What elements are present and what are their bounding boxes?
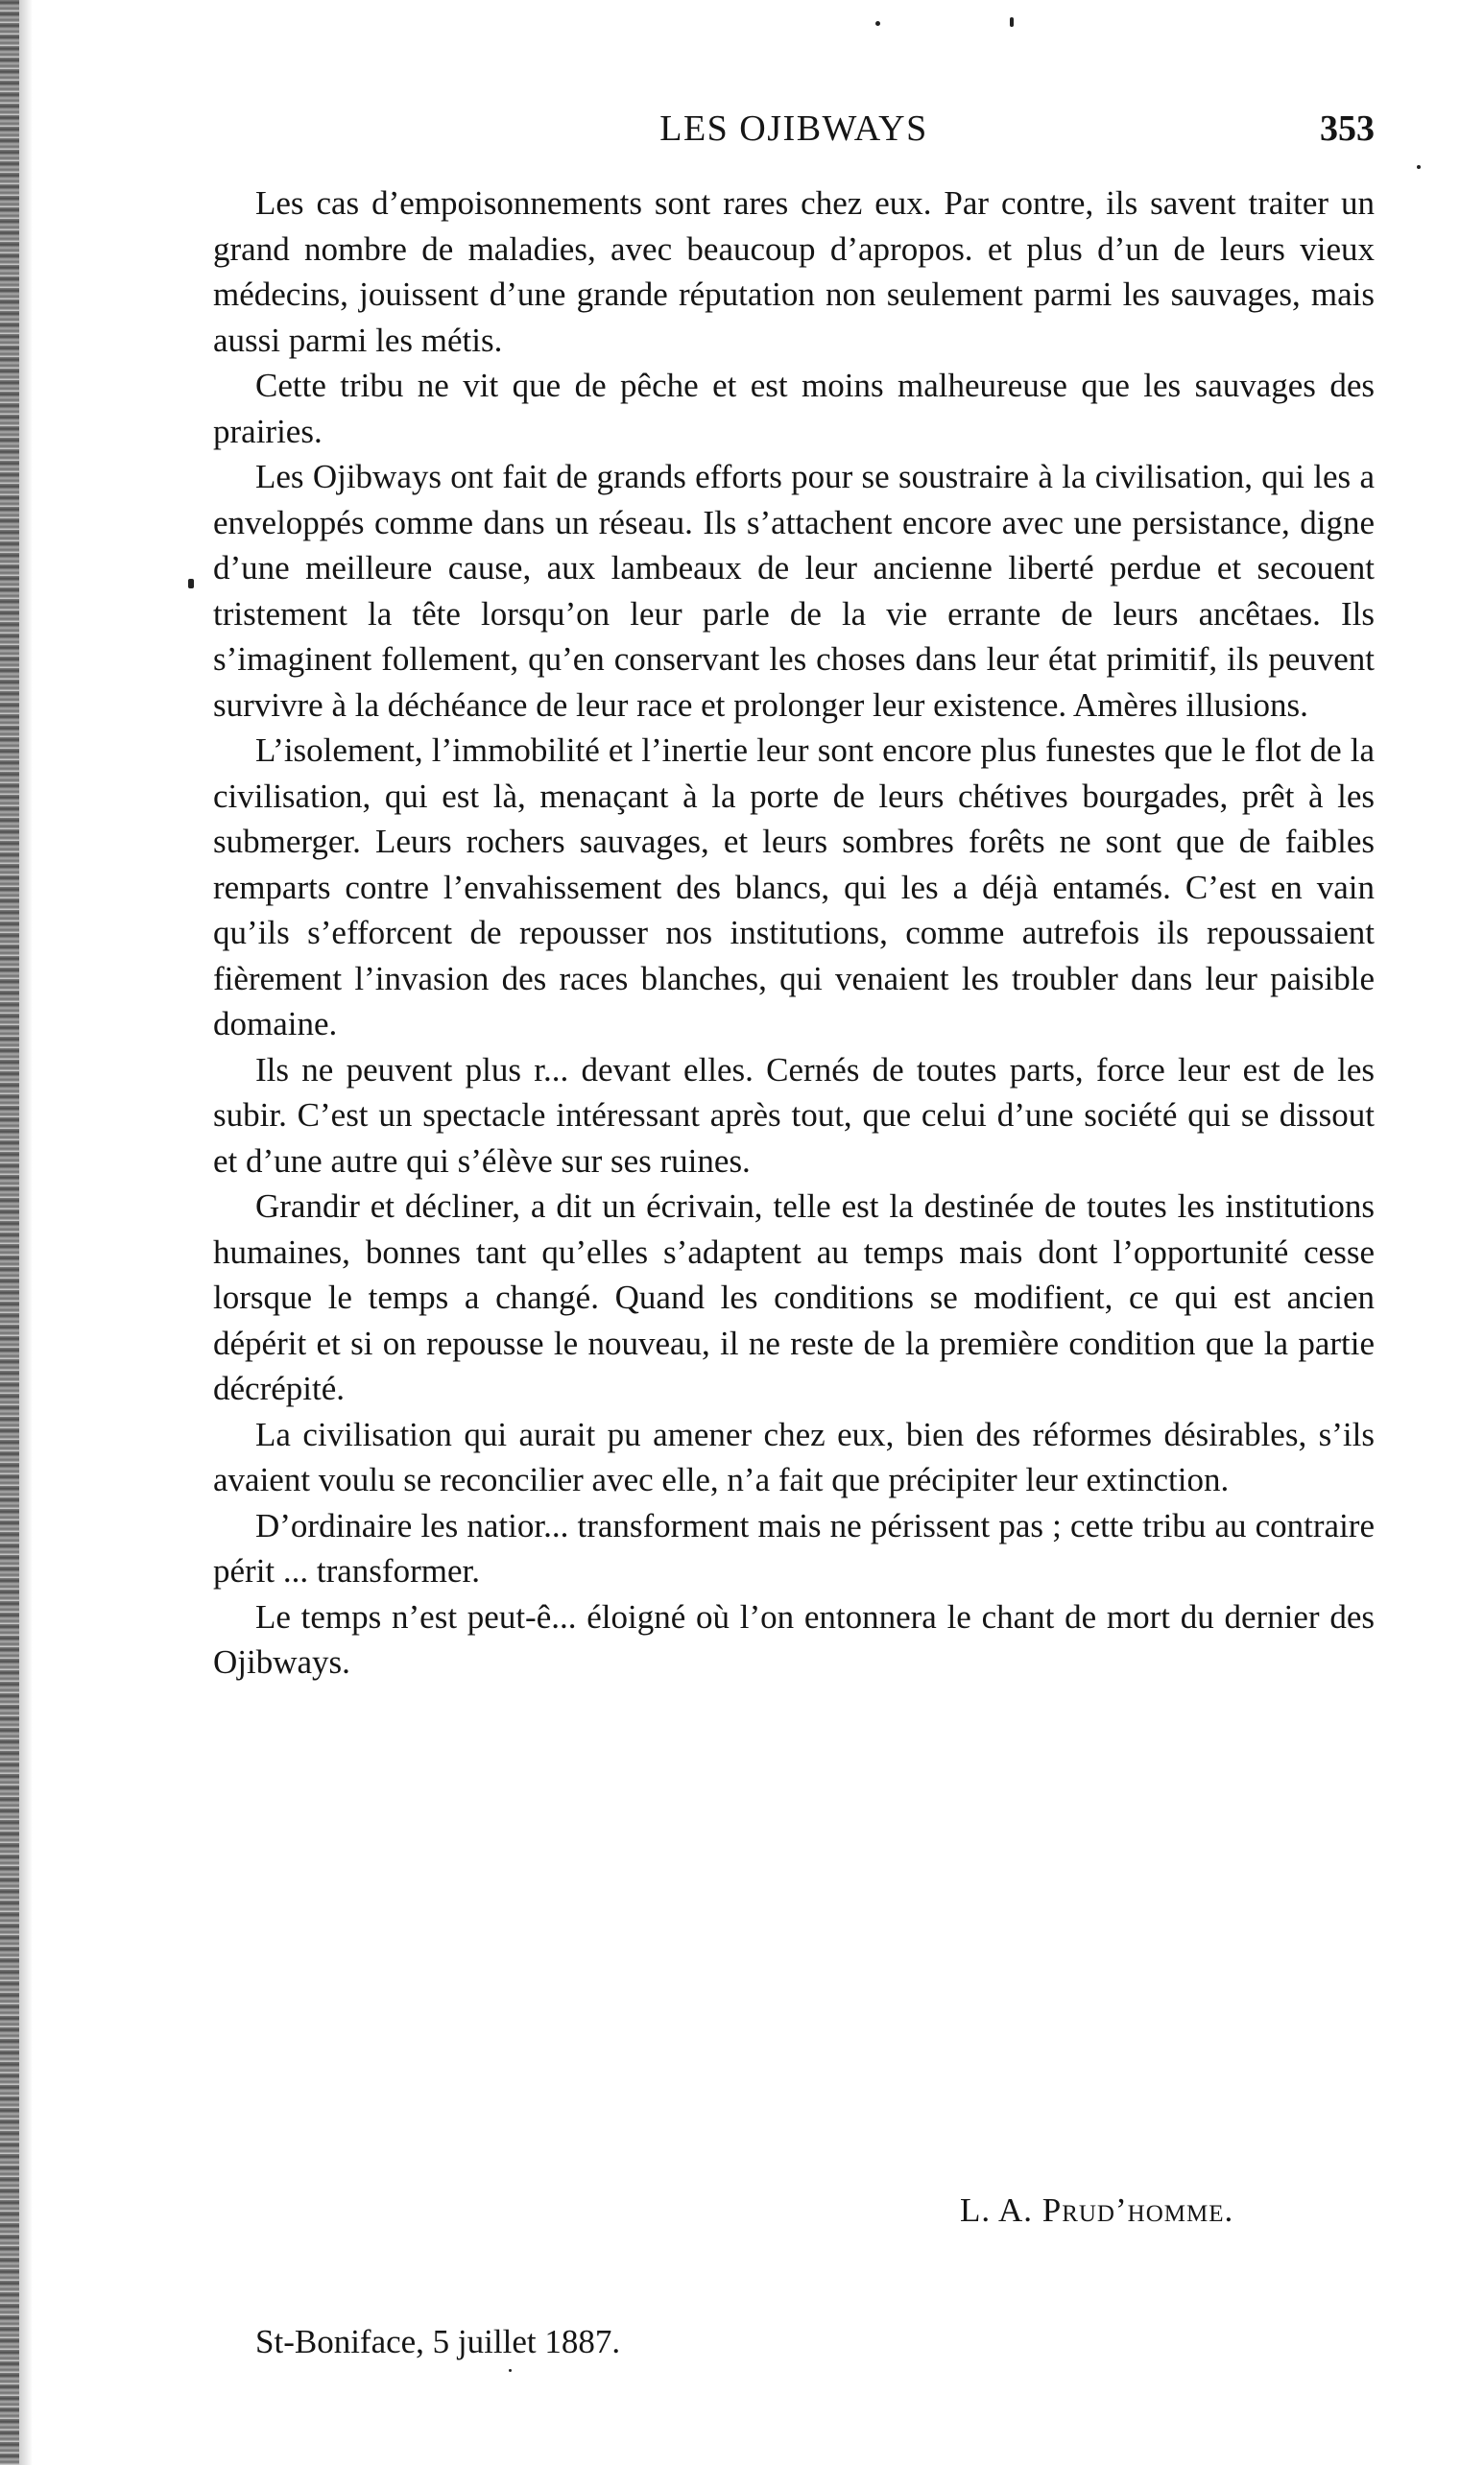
author-signature [960, 2191, 1233, 2230]
ink-speck [1417, 165, 1421, 169]
paragraph: D’ordinaire les natior... transforment mais ne périssent pas ; cette tribu au contraire périt ... transformer. [213, 1506, 1375, 1590]
ink-speck [875, 21, 880, 26]
paragraph: Les Ojibways ont fait de grands efforts pour se soustraire à la civilisation, qui les a enveloppés comme dans un réseau. Ils s’attachent encore avec une persistance, digne d’une meilleure cause, aux lambeaux de leur ancienne liberté perdue et secouent tristement la tête lorsqu’on leur parle de la vie errante de leurs ancêtaes. Ils s’imaginent follement, qu’en conservant les choses dans leur état primitif, ils peuvent survivre à la déchéance de leur race et prolonger leur existence. Amères illusions. [213, 458, 1375, 724]
ink-speck [509, 2369, 512, 2372]
body-text [213, 180, 1375, 1686]
running-head [213, 108, 1375, 156]
page-number: 353 [1320, 108, 1375, 149]
paragraph: L’isolement, l’immobilité et l’inertie leur sont encore plus funestes que le flot de la civilisation, qui est là, menaçant à la porte de leurs chétives bourgades, prêt à les submerger. Leurs rochers sauvages, et leurs sombres forêts ne sont que de faibles remparts contre l’envahissement des blancs, qui les a déjà entamés. C’est en vain qu’ils s’efforcent de repousser nos institutions, comme autrefois ils repoussaient fièrement l’invasion des races blanches, qui venaient les troubler dans leur paisible domaine. [213, 731, 1375, 1042]
paragraph: Le temps n’est peut-ê... éloigné où l’on entonnera le chant de mort du dernier des Ojibways. [213, 1597, 1375, 1681]
running-title: LES OJIBWAYS [659, 108, 928, 149]
paragraph: La civilisation qui aurait pu amener chez eux, bien des réformes désirables, s’ils avaient voulu se reconcilier avec elle, n’a fait que précipiter leur extinction. [213, 1415, 1375, 1498]
author-initials: L. A. [960, 2191, 1033, 2229]
author-surname: Prud’homme. [1041, 2191, 1234, 2229]
ink-speck [188, 579, 194, 588]
binding-edge [0, 0, 19, 2465]
paragraph: Grandir et décliner, a dit un écrivain, telle est la destinée de toutes les institutions humaines, bonnes tant qu’elles s’adaptent au temps mais dont l’opportunité cesse lorsque le temps a changé. Quand les conditions se modifient, ce qui est ancien dépérit et si on repousse le nouveau, il ne reste de la première condition que la partie décrépité. [213, 1187, 1375, 1407]
binding-shadow [19, 0, 33, 2465]
paragraph: Les cas d’empoisonnements sont rares chez eux. Par contre, ils savent traiter un grand nombre de maladies, avec beaucoup d’apropos. et plus d’un de leurs vieux médecins, jouissent d’une grande réputation non seulement parmi les sauvages, mais aussi parmi les métis. [213, 184, 1375, 359]
paragraph: Ils ne peuvent plus r... devant elles. Cernés de toutes parts, force leur est de les subir. C’est un spectacle intéressant après tout, que celui d’une société qui se dissout et d’une autre qui s’élève sur ses ruines. [213, 1050, 1375, 1180]
dateline: St-Boniface, 5 juillet 1887. [255, 2323, 621, 2360]
paragraph: Cette tribu ne vit que de pêche et est moins malheureuse que les sauvages des prairies. [213, 367, 1375, 450]
ink-speck [1010, 17, 1014, 27]
